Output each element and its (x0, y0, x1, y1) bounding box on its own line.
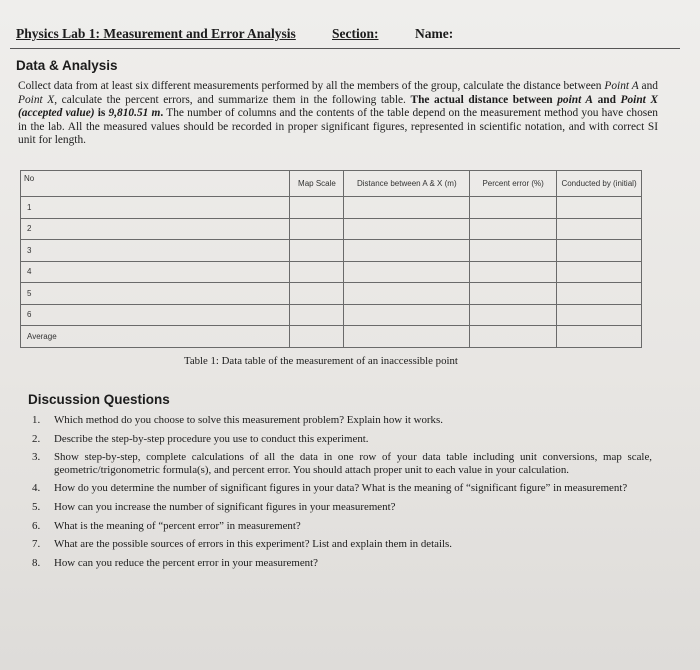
table-cell[interactable] (290, 197, 344, 219)
question-item: 7. What are the possible sources of errors in this experiment? List and explain them in details. (32, 538, 452, 551)
question-list (30, 414, 652, 569)
table-cell[interactable] (290, 218, 344, 240)
col-header-no: No (21, 171, 290, 197)
table-row (21, 218, 642, 240)
page-header (10, 18, 680, 49)
row-label: 1 (21, 197, 290, 219)
row-label: 5 (21, 283, 290, 305)
row-label: Average (21, 326, 290, 348)
data-analysis-heading: Data & Analysis (16, 58, 118, 73)
table-cell[interactable] (290, 240, 344, 262)
table-cell[interactable] (470, 326, 557, 348)
table-cell[interactable] (290, 283, 344, 305)
table-cell[interactable] (344, 197, 470, 219)
table-cell[interactable] (290, 326, 344, 348)
row-label: 4 (21, 261, 290, 283)
col-header-conducted-by: Conducted by (initial) (557, 171, 642, 197)
table-cell[interactable] (557, 283, 642, 305)
lab-title: Physics Lab 1: Measurement and Error Analysis (16, 26, 296, 41)
table-row (21, 283, 642, 305)
measurement-table (20, 170, 642, 348)
question-item: 3. Show step-by-step, complete calculations of all the data in one row of your data table including unit conversions, map scale, geometric/trigonometric formula(s), and percent error. You should attach proper unit to each value in your calculation. (32, 451, 652, 476)
table-cell[interactable] (344, 304, 470, 326)
question-item: 4. How do you determine the number of significant figures in your data? What is the meaning of “significant figure” in measurement? (32, 482, 628, 495)
table-cell[interactable] (344, 218, 470, 240)
col-header-distance: Distance between A & X (m) (344, 171, 470, 197)
table-row (21, 197, 642, 219)
row-label: 6 (21, 304, 290, 326)
table-cell[interactable] (470, 218, 557, 240)
table-header-row (21, 171, 642, 197)
table-cell[interactable] (344, 283, 470, 305)
table-cell[interactable] (470, 197, 557, 219)
table-cell[interactable] (344, 261, 470, 283)
table-cell[interactable] (470, 304, 557, 326)
question-item: 2. Describe the step-by-step procedure you use to conduct this experiment. (32, 432, 369, 445)
table-cell[interactable] (557, 261, 642, 283)
discussion-heading: Discussion Questions (28, 392, 170, 407)
name-label: Name: (415, 26, 454, 41)
table-cell[interactable] (557, 218, 642, 240)
question-item: 8. How can you reduce the percent error in your measurement? (32, 556, 318, 569)
row-label: 3 (21, 240, 290, 262)
table-row-average (21, 326, 642, 348)
table-caption: Table 1: Data table of the measurement of an inaccessible point (184, 355, 458, 367)
table-row (21, 240, 642, 262)
table-row (21, 304, 642, 326)
table-cell[interactable] (470, 261, 557, 283)
col-header-map-scale: Map Scale (290, 171, 344, 197)
table-cell[interactable] (557, 197, 642, 219)
col-header-percent-error: Percent error (%) (470, 171, 557, 197)
question-item: 6. What is the meaning of “percent error” in measurement? (32, 519, 301, 532)
table-cell[interactable] (290, 304, 344, 326)
question-item: 1. Which method do you choose to solve this measurement problem? Explain how it works. (32, 414, 443, 426)
table-cell[interactable] (344, 326, 470, 348)
instructions-paragraph: Collect data from at least six different measurements performed by all the members of the group, calculate the distance between Point A and Point X, calculate the percent errors, and summarize them in the following table. The actual distance between point A and Point X (accepted value) is 9,810.51 m. The number of columns and the contents of the table depend on the measurement method you have chosen in the lab. All the measured values should be recorded in proper significant figures, represented in scientific notation, and with correct SI unit for length. (18, 80, 659, 147)
table-cell[interactable] (344, 240, 470, 262)
section-label: Section: (332, 26, 379, 41)
table-cell[interactable] (470, 283, 557, 305)
table-cell[interactable] (557, 304, 642, 326)
row-label: 2 (21, 218, 290, 240)
table-cell[interactable] (290, 261, 344, 283)
table-cell[interactable] (557, 326, 642, 348)
table-cell[interactable] (557, 240, 642, 262)
table-cell[interactable] (470, 240, 557, 262)
question-item: 5. How can you increase the number of significant figures in your measurement? (32, 500, 396, 513)
table-row (21, 261, 642, 283)
